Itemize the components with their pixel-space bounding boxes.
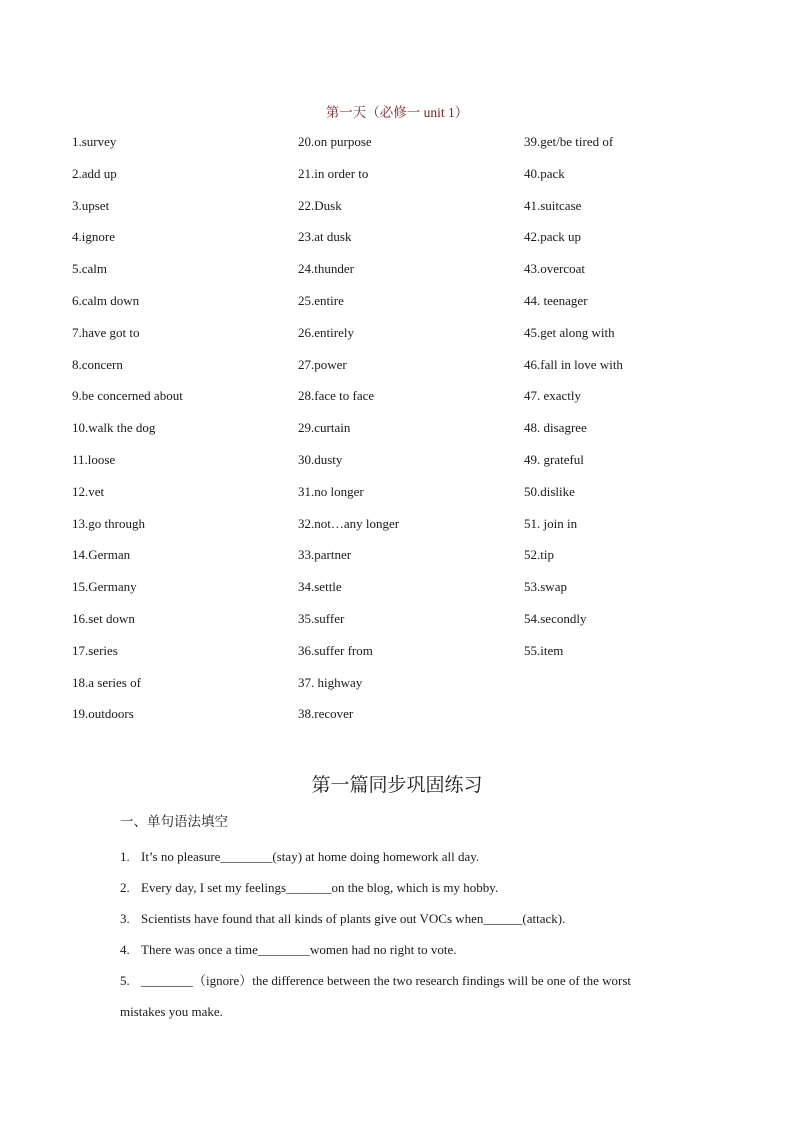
exercise-item [120,872,680,903]
vocab-item: 52.tip [524,547,554,563]
vocab-item: 25.entire [298,292,344,308]
vocab-item: 38.recover [298,706,354,722]
vocab-item: 16.set down [72,610,135,626]
vocab-item: 39.get/be tired of [524,134,614,149]
vocab-item: 9.be concerned about [72,388,183,404]
exercise-item [120,965,680,996]
vocab-item: 47. exactly [524,388,582,404]
vocab-item: 42.pack up [524,229,582,245]
vocab-item: 41.suitcase [524,197,582,213]
day-title: 第一天（必修一 unit 1） [325,105,469,120]
vocab-column-2 [298,133,518,737]
exercise-text: Every day, I set my feelings_______on the blog, which is my hobby. [141,880,499,895]
exercise-number: 4. [120,942,130,957]
vocab-item: 18.a series of [72,674,141,690]
vocab-item: 49. grateful [524,451,584,467]
vocab-item: 1.survey [72,134,117,149]
vocab-item: 50.dislike [524,483,575,499]
vocab-item: 6.calm down [72,292,140,308]
vocab-item: 12.vet [72,483,105,499]
vocab-item: 40.pack [524,165,565,181]
vocab-column-3 [524,133,744,674]
vocab-item: 14.German [72,547,131,563]
exercise-list [120,841,680,1027]
vocab-item: 35.suffer [298,610,345,626]
vocab-item: 53.swap [524,579,567,595]
vocab-item: 54.secondly [524,610,587,626]
exercise-number: 3. [120,911,130,926]
vocab-item: 4.ignore [72,229,115,245]
vocab-item: 29.curtain [298,420,351,436]
exercise-text: Scientists have found that all kinds of plants give out VOCs when______(attack). [141,911,566,926]
exercise-item [120,903,680,934]
vocab-item: 3.upset [72,197,110,213]
exercise-text: There was once a time________women had no right to vote. [141,942,457,957]
vocab-item: 32.not…any longer [298,515,400,531]
vocab-item: 7.have got to [72,324,140,340]
vocab-item: 22.Dusk [298,197,342,213]
vocab-item: 37. highway [298,674,363,690]
exercise-text: It’s no pleasure________(stay) at home doing homework all day. [141,849,480,864]
vocab-item: 20.on purpose [298,134,372,149]
vocab-item: 11.loose [72,451,116,467]
exercise-item-continued [120,996,680,1027]
exercise-text: mistakes you make. [120,1004,223,1019]
section-title: 第一篇同步巩固练习 [311,774,483,796]
vocab-item: 31.no longer [298,483,364,499]
vocab-item: 45.get along with [524,324,615,340]
vocab-item: 46.fall in love with [524,356,623,372]
vocab-item: 55.item [524,642,564,658]
vocab-item: 48. disagree [524,420,587,436]
exercise-number: 5. [120,973,130,988]
vocab-item: 5.calm [72,261,108,277]
vocab-item: 10.walk the dog [72,420,156,436]
vocab-item: 15.Germany [72,579,137,595]
vocab-item: 8.concern [72,356,123,372]
exercise-number: 1. [120,849,130,864]
exercise-heading: 一、单句语法填空 [120,814,228,830]
exercise-text: ________（ignore）the difference between the two research findings will be one of the worst [141,973,632,988]
vocab-item: 21.in order to [298,165,369,181]
vocab-item: 27.power [298,356,347,372]
vocab-item: 19.outdoors [72,706,134,722]
exercise-number: 2. [120,880,130,895]
vocab-item: 30.dusty [298,451,343,467]
vocab-item: 34.settle [298,579,342,595]
vocab-item: 26.entirely [298,324,354,340]
vocab-item: 2.add up [72,165,117,181]
vocab-item: 44. teenager [524,292,588,308]
vocab-item: 23.at dusk [298,229,352,245]
vocab-item: 33.partner [298,547,352,563]
exercise-item [120,841,680,872]
vocab-item: 24.thunder [298,261,354,277]
vocab-item: 13.go through [72,515,145,531]
vocab-item: 28.face to face [298,388,375,404]
vocab-item: 17.series [72,642,118,658]
exercise-item [120,934,680,965]
vocab-column-1 [72,133,292,737]
vocab-item: 51. join in [524,515,578,531]
vocab-item: 43.overcoat [524,261,586,277]
vocab-item: 36.suffer from [298,642,373,658]
